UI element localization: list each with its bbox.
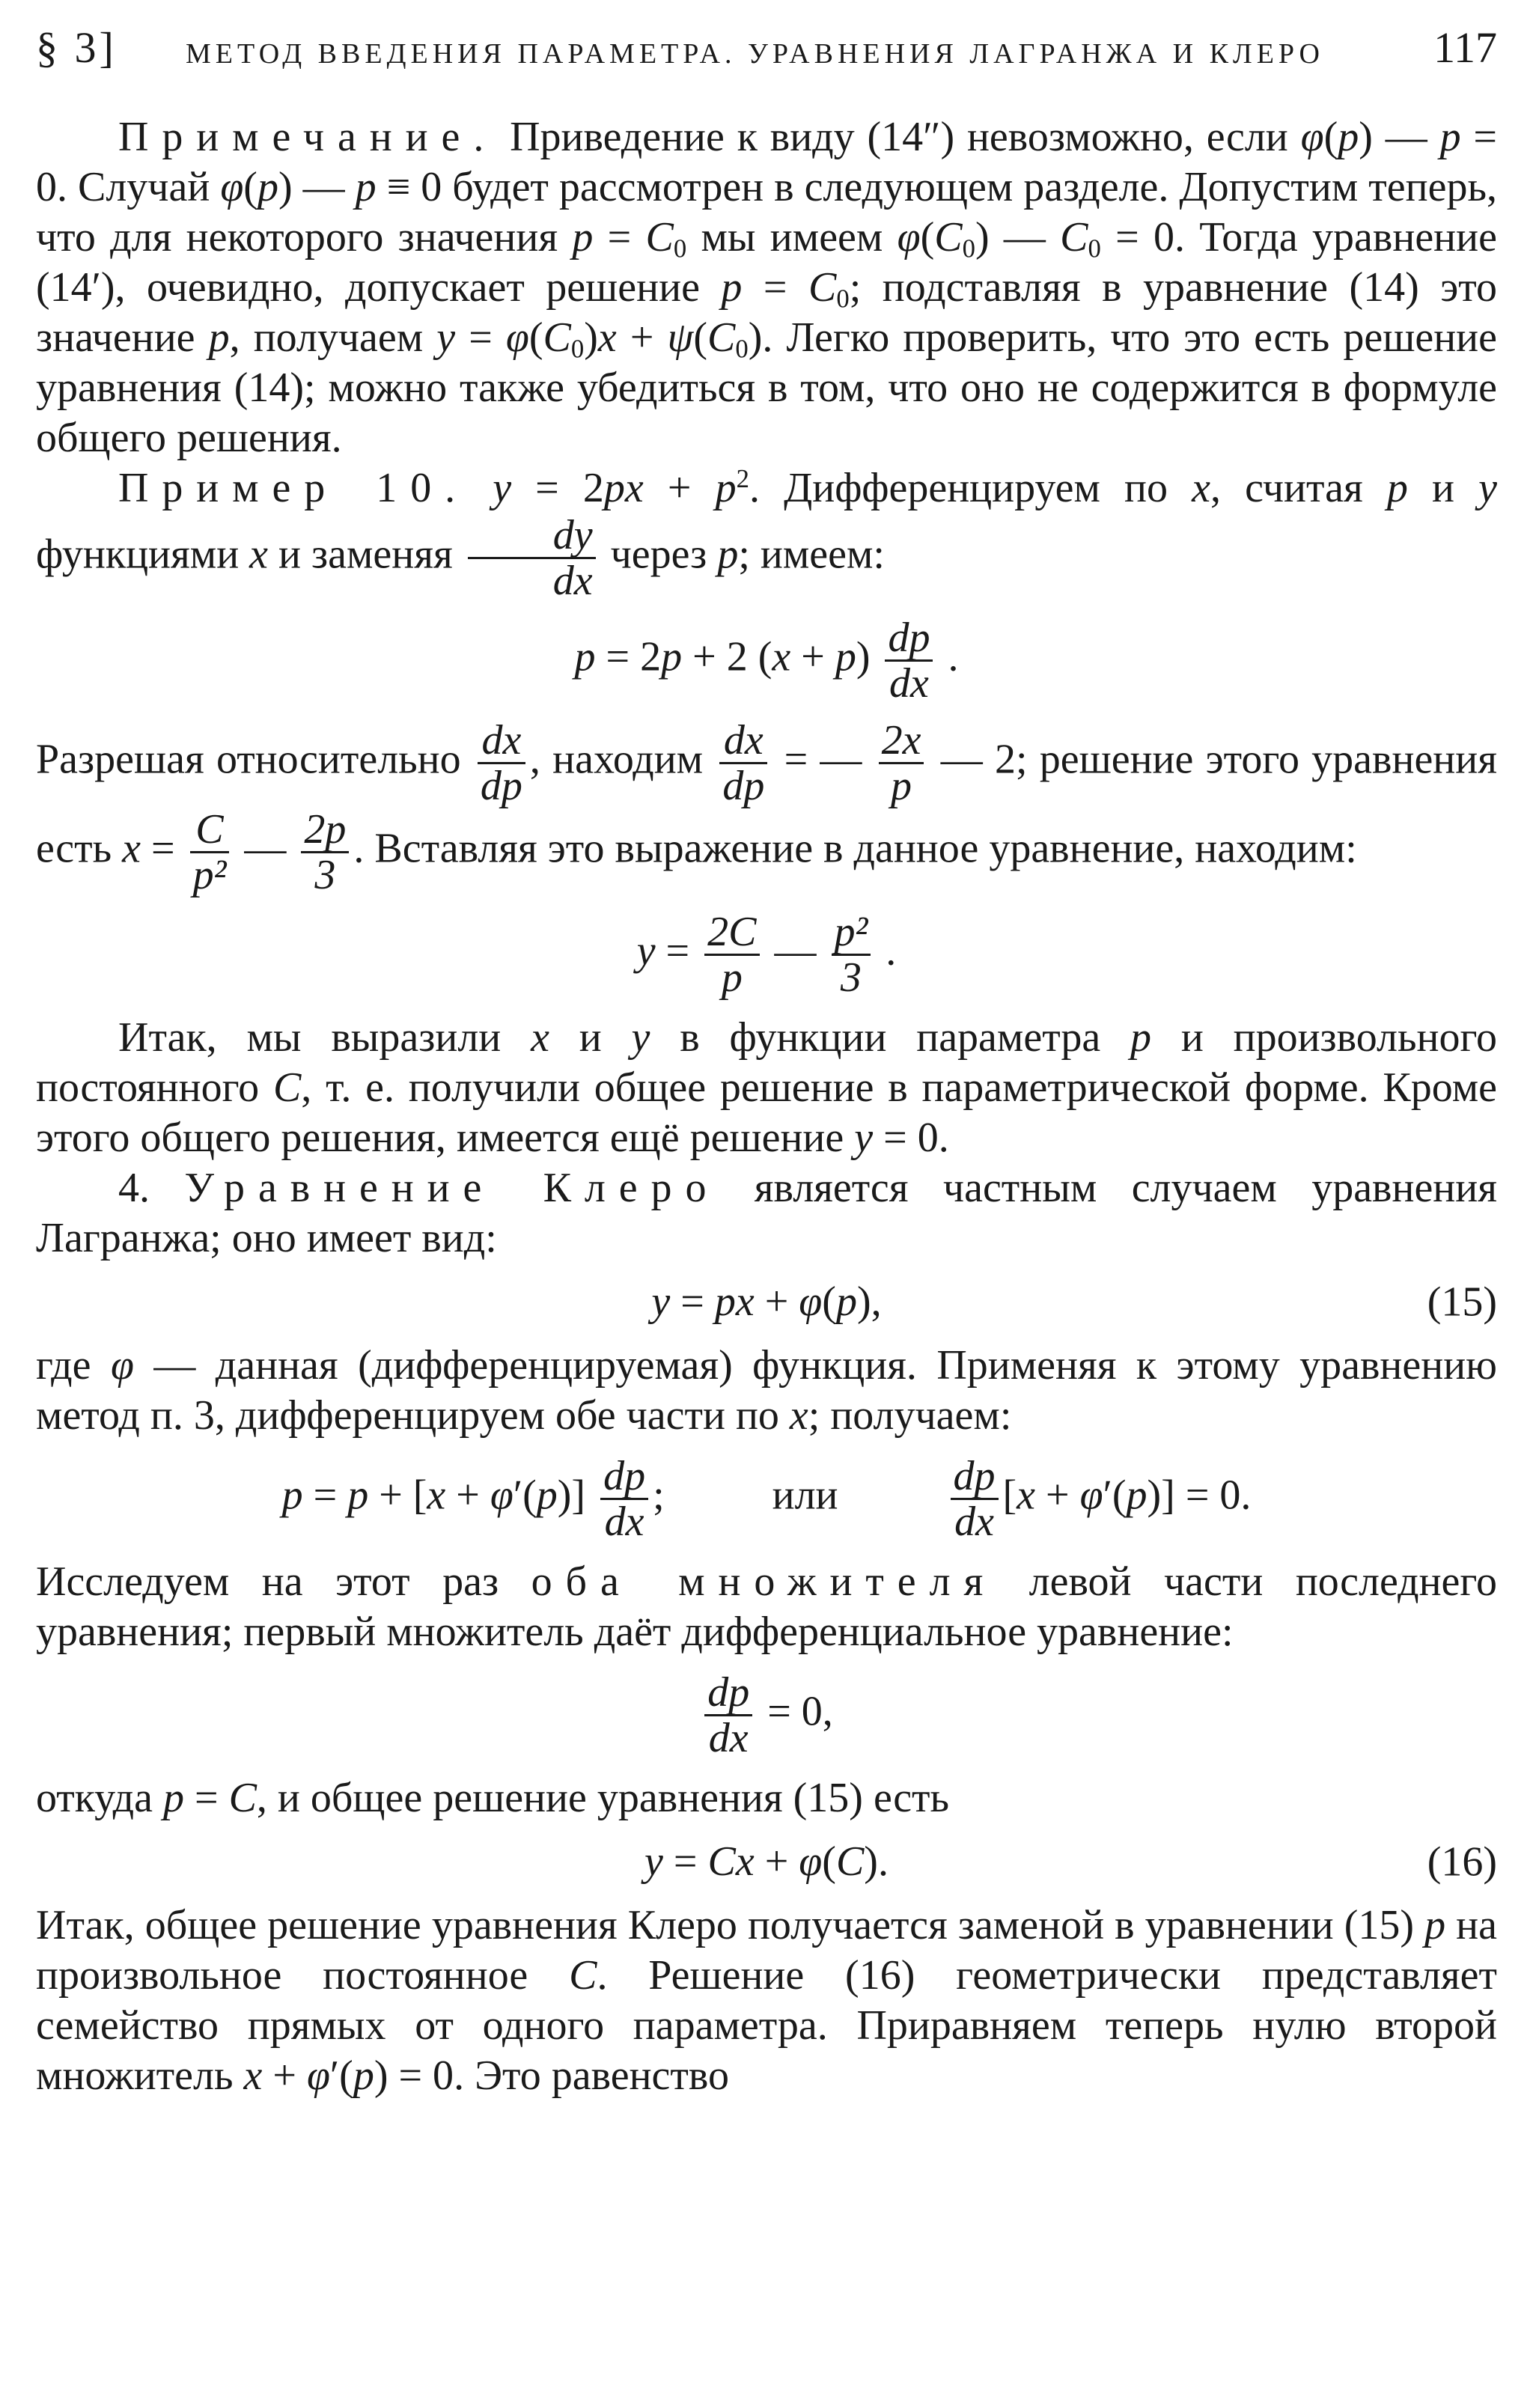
page-number: 117: [1433, 23, 1497, 72]
equation-number-16: (16): [1427, 1838, 1497, 1885]
equation-differentiated: p = 2p + 2 (x + p) $\frac{dp}{dx}$ .: [574, 615, 959, 707]
example-heading: Пример 10.: [118, 465, 469, 511]
factors-paragraph: Исследуем на этот раз оба множителя левой части последнего уравнения; первый множитель даёт дифференциальное уравнение:: [36, 1558, 1497, 1655]
final-paragraph: Итак, общее решение уравнения Клеро получается заменой в уравнении (15) p на произвольное постоянное C. Решение (16) геометрически представляет семейство прямых от одного параметра. Приравняем теперь нулю второй множитель x + φ′(p) = 0. Это равенство: [36, 1902, 1498, 2099]
equation-dp-dx-zero: $\frac{dp}{dx}$ = 0,: [36, 1671, 1497, 1760]
conclusion-paragraph: Итак, мы выразили x и y в функции параметра p и произвольного постоянного C, т. е. получили общее решение в параметрической форме. Кроме этого общего решения, имеется ещё решение y = 0.: [36, 1014, 1498, 1161]
note-heading: Примечание.: [118, 114, 498, 160]
equation-differentiated-clairaut: p = p + [x + φ′(p)] $\frac{dp}{dx}$ ; или $\frac{dp}{dx}$ [x + φ′(p)] = 0.: [281, 1453, 1252, 1545]
equation-y-solution: y = $\frac{2C}{p}$ — $\frac{\text{p²}}{3}$ .: [636, 909, 897, 1001]
equation-15: y = px + φ(p), (15): [36, 1277, 1497, 1327]
page-body: [36, 112, 1497, 2101]
page-header: [36, 22, 1497, 82]
whence-paragraph: откуда p = C, и общее решение уравнения (15) есть: [36, 1775, 950, 1821]
solve-paragraph: Разрешая относительно $\frac{dx}{dp}$ , находим $\frac{dx}{dp}$ = — $\frac{2x}{p}$ — 2; решение этого уравнения есть x = $\frac{C}{\text{p²}}$ — $\frac{2p}{3}$ . Вставляя это выражение в данное уравнение, находим:: [36, 717, 1497, 898]
example-paragraph: Пример 10. $y = 2px + p^2$. Дифференцируем по x, считая p и y функциями x и заменяя $\frac{dy}{dx}$ через p; имеем:: [36, 463, 1498, 604]
running-title: МЕТОД ВВЕДЕНИЯ ПАРАМЕТРА. УРАВНЕНИЯ ЛАГРАНЖА И КЛЕРО: [186, 38, 1324, 70]
section-number: § 3]: [36, 23, 117, 72]
fraction-dy-dx: $\frac{dy}{dx}$: [468, 513, 596, 603]
equation-number-15: (15): [1427, 1278, 1497, 1325]
clairaut-paragraph: 4. Уравнение Клеро является частным случаем уравнения Лагранжа; оно имеет вид:: [36, 1165, 1498, 1261]
clairaut-heading: Уравнение Клеро: [184, 1165, 720, 1211]
note-paragraph: Примечание. Приведение к виду (14″) невозможно, если φ(p) — p = 0. Случай φ(p) — p ≡ 0 будет рассмотрен в следующем разделе. Допустим теперь, что для некоторого значения $p = C_0$ мы имеем $\varphi(C_0)$ — $C_0 = 0$. Тогда уравнение (14′), очевидно, допускает решение $p = C_0$; подставляя в уравнение (14) это значение p, получаем $y = \varphi(C_0)x + \psi(C_0)$. Легко проверить, что это есть решение уравнения (14); можно также убедиться в том, что оно не содержится в формуле общего решения.: [36, 114, 1498, 461]
equation-16: y = Cx + φ(C). (16): [36, 1837, 1497, 1887]
gde-paragraph: где φ — данная (дифференцируемая) функция. Применяя к этому уравнению метод п. 3, дифференцируем обе части по x; получаем:: [36, 1342, 1497, 1439]
